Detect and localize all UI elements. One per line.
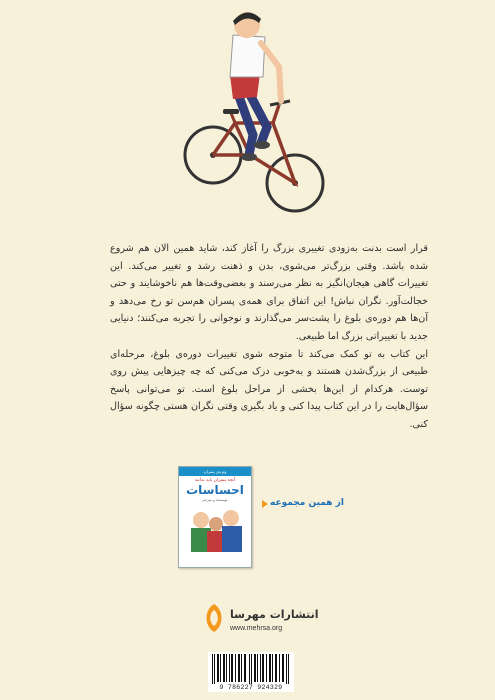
book-title: احساسات	[186, 483, 244, 497]
arrow-icon	[262, 500, 268, 508]
publisher-name: انتشارات مهرسا	[230, 608, 319, 621]
series-label: از همین مجموعه	[270, 498, 344, 508]
description-paragraph-2: این کتاب به تو کمک می‌کند تا متوجه شوی تغییرات دوره‌ی بلوغ، مرحله‌ای طبیعی از بزرگ‌شدن هستند و به‌خوبی درک می‌کنی که چه چیزهایی پیش روی توست. هرکدام از این‌ها بخشی از مراحل بلوغ است. تو می‌توانی پاسخ سؤال‌هایت را در این کتاب پیدا کنی و یاد بگیری وقتی نگران هستی چگونه سؤال کنی.	[110, 348, 428, 430]
back-cover-description	[110, 240, 428, 434]
book-series-banner: ویژه‌ی پسران	[179, 467, 251, 476]
publisher-url: www.mehrsa.org	[230, 625, 283, 632]
related-book-cover	[178, 466, 252, 568]
isbn-number: 9 786227 924329	[219, 684, 283, 691]
publisher-logo-icon	[200, 602, 228, 634]
description-paragraph-1: قرار است بدنت به‌زودی تغییری بزرگ را آغاز کند، شاید همین الان هم شروع شده باشد. وقتی بزرگ‌تر می‌شوی، بدن و ذهنت رشد و تغییر می‌کند. این تغییرات گاهی هیجان‌انگیز به نظر می‌رسند و بعضی‌وقت‌ها هم ناخوشایند و حتی خجالت‌آور. نگران نباش! این اتفاق برای همه‌ی پسران هم‌سن تو رخ می‌دهد و آن‌ها هم دوره‌ی بلوغ را پشت‌سر می‌گذارند و نوجوانی را تجربه می‌کنند؛ دنیایی جدید با تغییراتی بزرگ اما طبیعی.	[110, 243, 428, 342]
book-credit: نویسنده و مترجم	[202, 498, 228, 502]
bike-rider-illustration	[175, 5, 335, 215]
book-cover-illustration	[179, 502, 251, 552]
book-subtitle: آنچه پسران باید بدانند	[194, 478, 236, 483]
